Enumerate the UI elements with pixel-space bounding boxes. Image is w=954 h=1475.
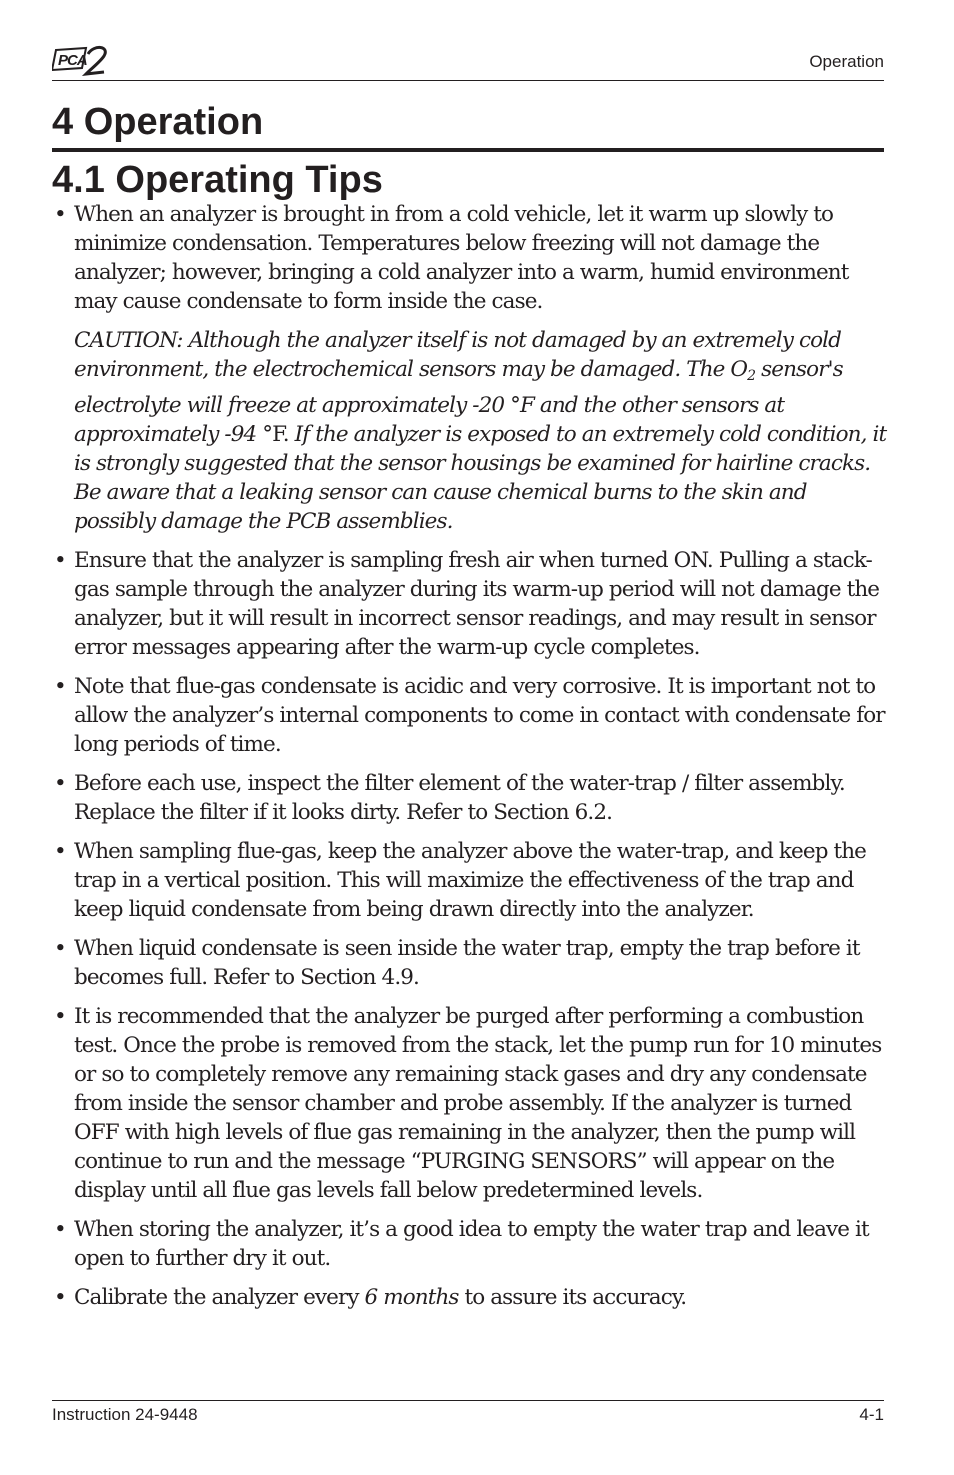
- bullet: •: [54, 548, 66, 573]
- tip-item: [52, 1283, 888, 1312]
- tip-item: [52, 1002, 888, 1205]
- bullet: •: [54, 202, 66, 227]
- bullet: •: [54, 674, 66, 699]
- page-header: [52, 42, 884, 81]
- tip-item: [52, 934, 888, 992]
- chapter-title: 4 Operation: [52, 98, 884, 152]
- tip-text: When sampling flue-gas, keep the analyzer above the water-trap, and keep the trap in a vertical position. This will maximize the effectiveness of the trap and keep liquid condensate from being drawn directly into the analyzer.: [74, 839, 866, 922]
- caution-text: If the analyzer is exposed to an extremely cold condition, it is strongly suggested that the sensor housings be examined for hairline cracks. Be aware that a leaking sensor can cause chemical burns to the skin and possibly damage the PCB assemblies.: [74, 422, 887, 534]
- tip-text: When an analyzer is brought in from a cold vehicle, let it warm up slowly to minimize condensation. Temperatures below freezing will not damage the analyzer; however, bringing a cold analyzer into a warm, humid environment may cause condensate to form inside the case.: [74, 202, 849, 314]
- instruction-number: Instruction 24-9448: [52, 1405, 198, 1424]
- tip-text: Before each use, inspect the filter element of the water-trap / filter assembly. Replace the filter if it looks dirty. Refer to Section 6.2.: [74, 771, 845, 825]
- tip-item: [52, 769, 888, 827]
- bullet: •: [54, 1285, 66, 1310]
- tip-text-before: Calibrate the analyzer every: [74, 1285, 365, 1310]
- caution-text: CAUTION: Although the analyzer itself is not damaged by an extremely cold environment, the electrochemical sensors may be damaged. The O: [74, 328, 841, 382]
- section-title: 4.1 Operating Tips: [52, 159, 383, 201]
- caution-text: sensor's electrolyte will freeze at approximately -20 °F and the other sensors at approximately -94: [74, 357, 843, 447]
- tip-item: [52, 1215, 888, 1273]
- bullet: •: [54, 936, 66, 961]
- tip-text-after: to assure its accuracy.: [458, 1285, 687, 1310]
- page-footer: [52, 1400, 884, 1429]
- pca2-logo: [52, 42, 114, 76]
- tip-text: When liquid condensate is seen inside the water trap, empty the trap before it becomes full. Refer to Section 4.9.: [74, 936, 860, 990]
- tip-text: It is recommended that the analyzer be purged after performing a combustion test. Once the probe is removed from the stack, let the pump run for 10 minutes or so to completely remove any remaining stack gases and dry any condensate from inside the sensor chamber and probe assembly. If the analyzer is turned OFF with high levels of flue gas remaining in the analyzer, then the pump will continue to run and the message “PURGING SENSORS” will appear on the display until all flue gas levels fall below predetermined levels.: [74, 1004, 882, 1203]
- svg-text:PCA: PCA: [58, 52, 87, 69]
- bullet: •: [54, 839, 66, 864]
- tip-item: [52, 672, 888, 759]
- page-number: 4-1: [859, 1405, 884, 1424]
- tip-item: [52, 200, 888, 536]
- calibration-interval: 6 months: [364, 1285, 459, 1310]
- bullet: •: [54, 771, 66, 796]
- tip-text: Ensure that the analyzer is sampling fresh air when turned ON. Pulling a stack-gas sample through the analyzer during its warm-up period will not damage the analyzer, but it will result in incorrect sensor readings, and may result in sensor error messages appearing after the warm-up cycle completes.: [74, 548, 880, 660]
- o2-subscript: 2: [747, 368, 756, 384]
- caution-note: [74, 326, 888, 536]
- tip-text: [74, 1283, 888, 1312]
- caution-unit: °F.: [262, 422, 289, 447]
- tip-text: Note that flue-gas condensate is acidic and very corrosive. It is important not to allow the analyzer’s internal components to come in contact with condensate for long periods of time.: [74, 674, 885, 757]
- tip-item: [52, 837, 888, 924]
- bullet: •: [54, 1004, 66, 1029]
- tips-list: [52, 200, 888, 1322]
- header-section-label: Operation: [809, 52, 884, 71]
- tip-text: When storing the analyzer, it’s a good idea to empty the water trap and leave it open to further dry it out.: [74, 1217, 869, 1271]
- bullet: •: [54, 1217, 66, 1242]
- tip-item: [52, 546, 888, 662]
